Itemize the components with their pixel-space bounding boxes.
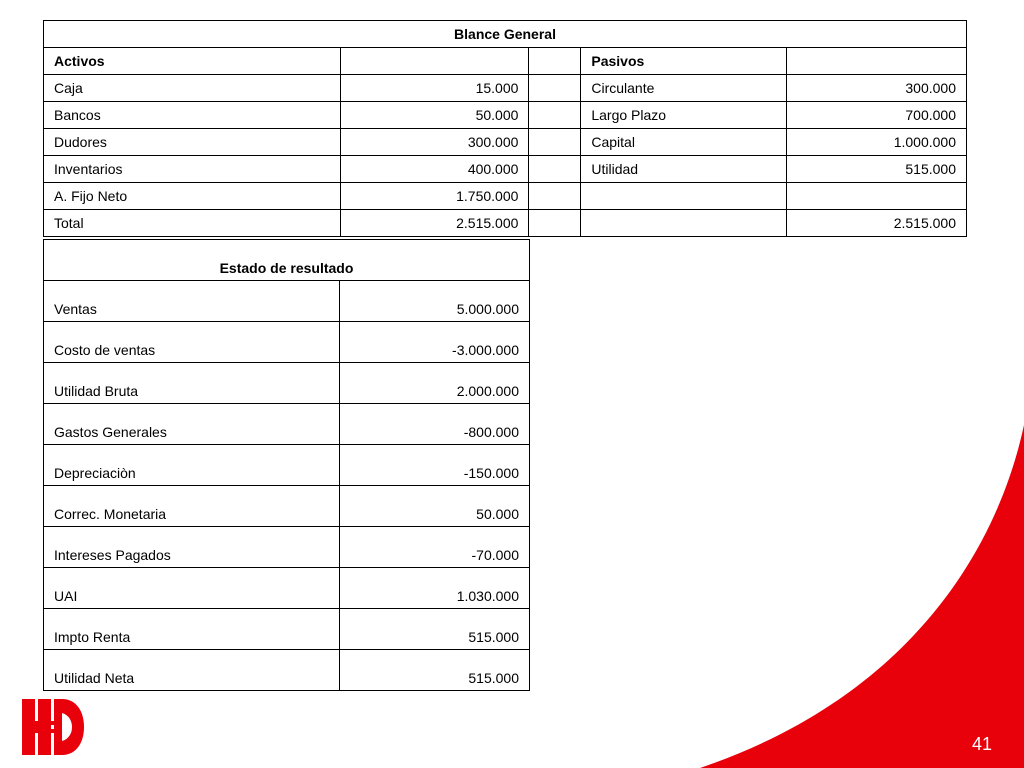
asset-label: A. Fijo Neto — [44, 183, 341, 210]
table-row — [44, 75, 967, 102]
table-row — [44, 445, 530, 486]
table-row — [44, 210, 967, 237]
table-row — [44, 650, 530, 691]
empty-cell — [787, 48, 967, 75]
table-row — [44, 183, 967, 210]
result-value: 50.000 — [340, 486, 530, 527]
table-row — [44, 568, 530, 609]
liability-value — [787, 183, 967, 210]
result-label: Utilidad Bruta — [44, 363, 340, 404]
result-label: Depreciaciòn — [44, 445, 340, 486]
asset-label: Dudores — [44, 129, 341, 156]
balance-sheet-table — [43, 20, 967, 237]
income-statement-table — [43, 239, 530, 691]
result-label: Utilidad Neta — [44, 650, 340, 691]
liabilities-header: Pasivos — [581, 48, 787, 75]
result-label: Correc. Monetaria — [44, 486, 340, 527]
liability-label: Largo Plazo — [581, 102, 787, 129]
result-value: -70.000 — [340, 527, 530, 568]
balance-header-row — [44, 48, 967, 75]
asset-value: 2.515.000 — [340, 210, 529, 237]
spacer-cell — [529, 183, 581, 210]
table-row — [44, 102, 967, 129]
spacer-cell — [529, 102, 581, 129]
page-number: 41 — [972, 734, 993, 754]
spacer-cell — [529, 75, 581, 102]
empty-cell — [340, 48, 529, 75]
liability-label: Utilidad — [581, 156, 787, 183]
spacer-cell — [529, 210, 581, 237]
asset-value: 400.000 — [340, 156, 529, 183]
balance-title: Blance General — [44, 21, 967, 48]
result-value: -3.000.000 — [340, 322, 530, 363]
asset-label: Bancos — [44, 102, 341, 129]
asset-label: Inventarios — [44, 156, 341, 183]
table-row — [44, 156, 967, 183]
liability-label: Capital — [581, 129, 787, 156]
results-title-row — [44, 240, 530, 281]
asset-value: 1.750.000 — [340, 183, 529, 210]
liability-label — [581, 183, 787, 210]
liability-value: 300.000 — [787, 75, 967, 102]
liability-value: 515.000 — [787, 156, 967, 183]
result-label: Gastos Generales — [44, 404, 340, 445]
result-value: -150.000 — [340, 445, 530, 486]
spacer-cell — [529, 129, 581, 156]
results-title: Estado de resultado — [44, 240, 530, 281]
table-row — [44, 129, 967, 156]
asset-value: 50.000 — [340, 102, 529, 129]
liability-label — [581, 210, 787, 237]
table-row — [44, 322, 530, 363]
result-value: 2.000.000 — [340, 363, 530, 404]
liability-label: Circulante — [581, 75, 787, 102]
table-row — [44, 281, 530, 322]
result-value: -800.000 — [340, 404, 530, 445]
asset-label: Total — [44, 210, 341, 237]
liability-value: 1.000.000 — [787, 129, 967, 156]
result-value: 515.000 — [340, 609, 530, 650]
liability-value: 2.515.000 — [787, 210, 967, 237]
balance-title-row — [44, 21, 967, 48]
asset-label: Caja — [44, 75, 341, 102]
asset-value: 300.000 — [340, 129, 529, 156]
spacer-cell — [529, 48, 581, 75]
table-row — [44, 609, 530, 650]
spacer-cell — [529, 156, 581, 183]
result-value: 5.000.000 — [340, 281, 530, 322]
liability-value: 700.000 — [787, 102, 967, 129]
result-label: Intereses Pagados — [44, 527, 340, 568]
assets-header: Activos — [44, 48, 341, 75]
result-value: 515.000 — [340, 650, 530, 691]
table-row — [44, 363, 530, 404]
result-value: 1.030.000 — [340, 568, 530, 609]
result-label: Costo de ventas — [44, 322, 340, 363]
result-label: UAI — [44, 568, 340, 609]
result-label: Ventas — [44, 281, 340, 322]
asset-value: 15.000 — [340, 75, 529, 102]
institution-logo-icon — [22, 699, 84, 755]
table-row — [44, 486, 530, 527]
table-row — [44, 404, 530, 445]
result-label: Impto Renta — [44, 609, 340, 650]
table-row — [44, 527, 530, 568]
